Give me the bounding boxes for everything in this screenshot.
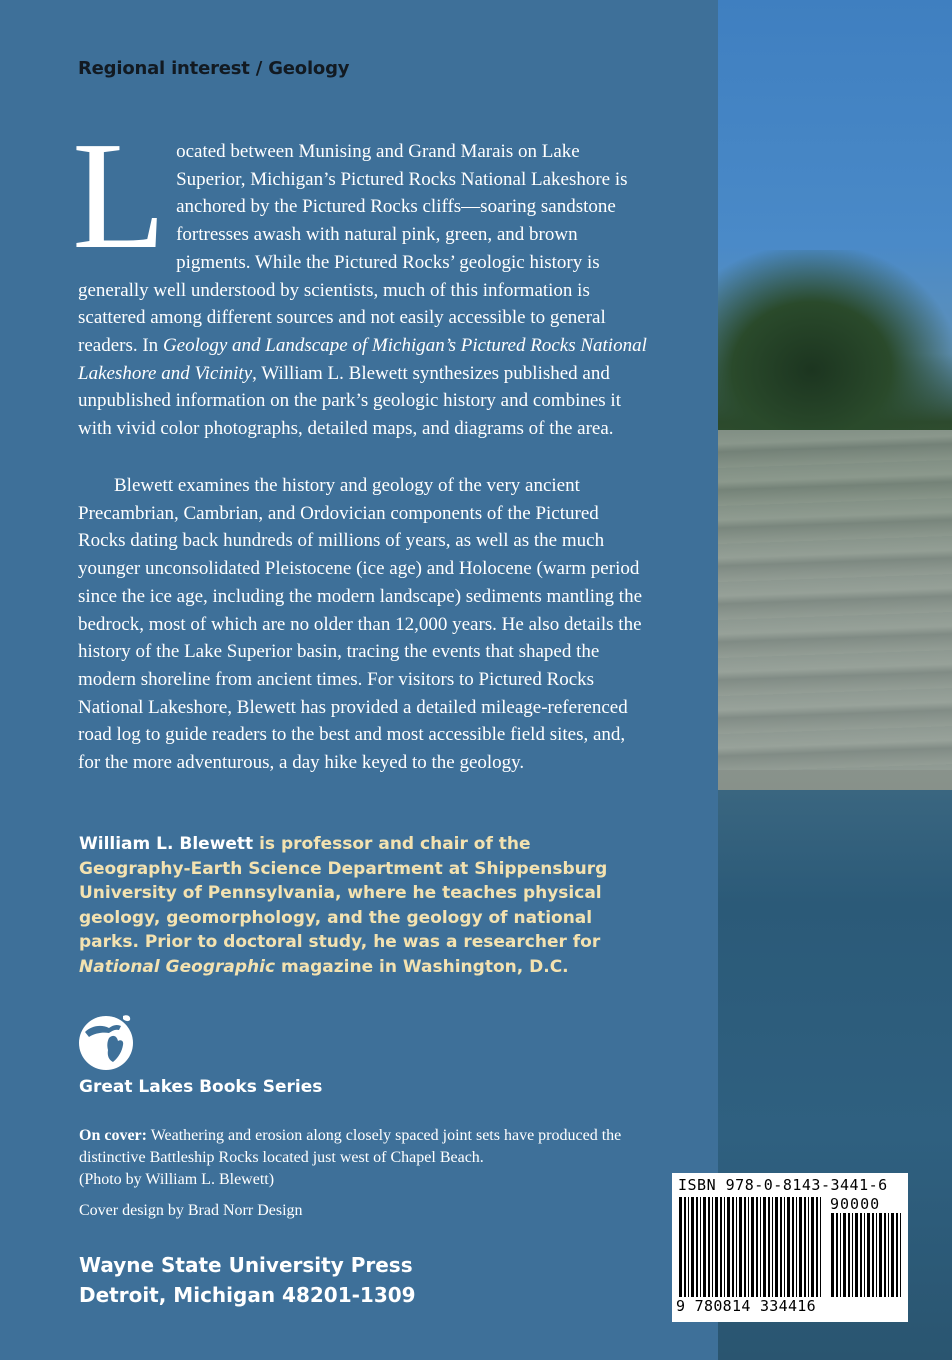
barcode-bar <box>712 1197 713 1297</box>
barcode-bar <box>763 1197 766 1297</box>
barcode-bar <box>896 1213 898 1297</box>
barcode-bar <box>760 1197 761 1297</box>
barcode-bar <box>780 1197 782 1297</box>
barcode-bar <box>836 1213 838 1297</box>
description-paragraph-2: Blewett examines the history and geology of the very ancient Precambrian, Cambrian, and Ordovician components of the Pictured Rocks dating back hundreds of millions of years, as well as the much younger unconsolidated Pleistocene (ice age) and Holocene (warm period since the ice age, including the modern landscape) sediments mantling the bedrock, most of which are no older than 12,000 years. He also details the history of the Lake Superior basin, tracing the events that shaped the modern shoreline from ancient times. For visitors to Pictured Rocks National Lakeshore, Blewett has provided a detailed mileage-referenced road log to guide readers to the best and most accessible field sites, and, for the more adventurous, a day hike keyed to the geology. <box>78 475 643 774</box>
author-bio <box>79 832 639 979</box>
book-title: Geology and Landscape of Michigan’s Pictured Rocks National Lakeshore and Vicinity <box>78 334 647 384</box>
barcode-bar <box>736 1197 737 1297</box>
ean-number: 9 780814 334416 <box>676 1297 816 1315</box>
barcode-bar <box>688 1197 689 1297</box>
barcode-bar <box>879 1213 882 1297</box>
barcode-bar <box>804 1197 806 1297</box>
barcode-bar <box>720 1197 722 1297</box>
bio-text-a: is professor and chair of the Geography-Earth Science Department at Shippensburg University of Pennsylvania, where he teaches physical geology, geomorphology, and the geology of national parks. Prior to doctoral study, he was a researcher for <box>79 834 608 952</box>
photo-credit: (Photo by William L. Blewett) <box>79 1171 275 1188</box>
cover-photo-strip <box>718 0 952 1360</box>
barcode-bar <box>876 1213 877 1297</box>
barcode-bar <box>724 1197 725 1297</box>
barcode-bar <box>696 1197 698 1297</box>
barcode-addon-number: 90000 <box>830 1195 881 1213</box>
series-name: Great Lakes Books Series <box>79 1077 323 1097</box>
barcode-bar <box>715 1197 718 1297</box>
category-label: Regional interest / Geology <box>78 58 350 79</box>
isbn-barcode <box>672 1173 908 1322</box>
barcode-bar <box>831 1213 834 1297</box>
publisher-block <box>79 1250 416 1310</box>
barcode-bar <box>888 1213 889 1297</box>
cover-caption <box>79 1125 669 1191</box>
barcode-bar <box>708 1197 710 1297</box>
michigan-map-icon <box>79 1010 137 1072</box>
barcode-bar <box>860 1213 862 1297</box>
barcode-bar <box>684 1197 686 1297</box>
barcode-bar <box>775 1197 778 1297</box>
barcode-bar <box>744 1197 746 1297</box>
bio-text-b: magazine in Washington, D.C. <box>275 956 569 977</box>
barcode-bar <box>787 1197 790 1297</box>
barcode-bars-addon <box>830 1213 902 1297</box>
design-credit: Cover design by Brad Norr Design <box>79 1202 303 1219</box>
barcode-bar <box>768 1197 770 1297</box>
barcode-bar <box>808 1197 809 1297</box>
barcode-bar <box>848 1213 850 1297</box>
barcode-bar <box>700 1197 701 1297</box>
barcode-bar <box>739 1197 742 1297</box>
magazine-name-b: Geographic <box>165 956 276 977</box>
barcode-bar <box>855 1213 858 1297</box>
barcode-bar <box>727 1197 730 1297</box>
barcode-bar <box>891 1213 894 1297</box>
description-paragraph-1 <box>72 111 648 443</box>
photo-trees <box>718 250 952 450</box>
barcode-bar <box>900 1213 901 1297</box>
barcode-bar <box>811 1197 814 1297</box>
barcode-bar <box>703 1197 706 1297</box>
cover-caption-text: Weathering and erosion along closely spaced joint sets have produced the distinctive Battleship Rocks located just west of Chapel Beach. <box>79 1127 622 1166</box>
barcode-bar <box>796 1197 797 1297</box>
barcode-bar <box>691 1197 694 1297</box>
barcode-bar <box>679 1197 682 1297</box>
drop-cap: L <box>72 111 167 281</box>
barcode-bar <box>864 1213 865 1297</box>
barcode-bar <box>852 1213 853 1297</box>
barcode-bar <box>816 1197 818 1297</box>
barcode-bar <box>840 1213 841 1297</box>
publisher-name: Wayne State University Press <box>79 1253 413 1277</box>
barcode-bar <box>751 1197 754 1297</box>
barcode-bar <box>867 1213 870 1297</box>
author-name: William L. Blewett <box>79 834 254 854</box>
barcode-bar <box>784 1197 785 1297</box>
barcode-bar <box>772 1197 773 1297</box>
publisher-address: Detroit, Michigan 48201-1309 <box>79 1283 416 1307</box>
barcode-bars-main <box>678 1197 826 1297</box>
barcode-bar <box>792 1197 794 1297</box>
barcode-bar <box>732 1197 734 1297</box>
barcode-bar <box>799 1197 802 1297</box>
barcode-bar <box>843 1213 846 1297</box>
barcode-bar <box>748 1197 749 1297</box>
barcode-bar <box>872 1213 874 1297</box>
photo-cliff <box>718 430 952 770</box>
description-text-b: , William L. Blewett synthesizes published and unpublished information on the park’s geologic history and combines it with vivid color photographs, detailed maps, and diagrams of the area. <box>78 362 621 440</box>
isbn-number: ISBN 978-0-8143-3441-6 <box>678 1176 888 1194</box>
barcode-bar <box>756 1197 758 1297</box>
barcode-bar <box>820 1197 821 1297</box>
magazine-name-a: National <box>79 956 160 977</box>
cover-caption-label: On cover: <box>79 1127 147 1144</box>
description-text-a: ocated between Munising and Grand Marais on Lake Superior, Michigan’s Pictured Rocks National Lakeshore is anchored by the Pictured Rocks cliffs—soaring sandstone fortresses awash with natural pink, green, and brown pigments. While the Pictured Rocks’ geologic history is generally well understood by scientists, much of this information is scattered among different sources and not easily accessible to general readers. In <box>78 141 628 356</box>
barcode-bar <box>884 1213 886 1297</box>
